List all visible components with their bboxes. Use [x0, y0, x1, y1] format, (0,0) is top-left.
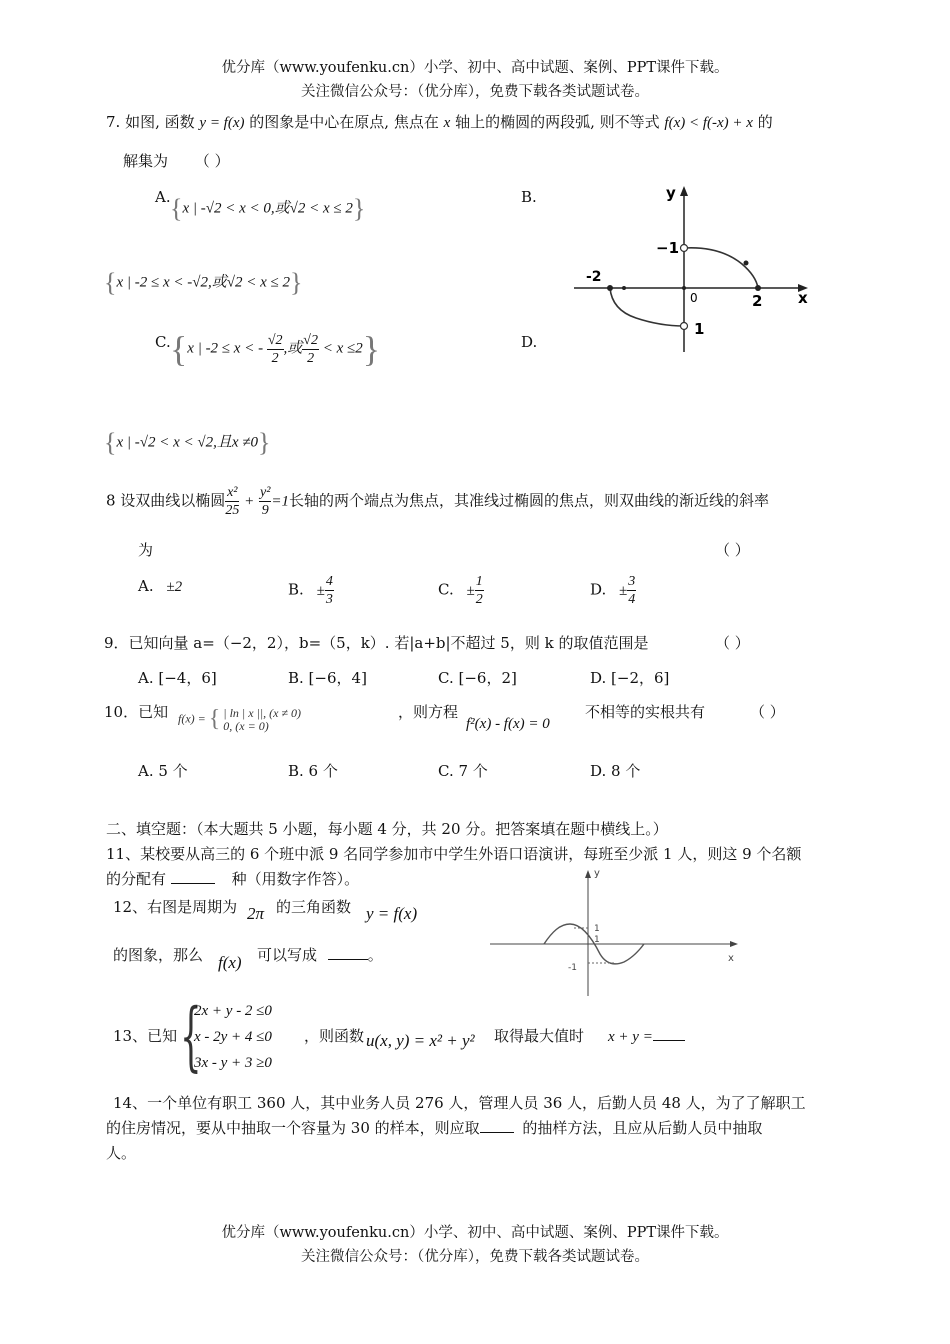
- q8-option-c-den: 2: [475, 592, 483, 607]
- q12-period: 2π: [247, 904, 265, 923]
- q8-option-b-pm: ±: [316, 582, 325, 599]
- q13-constraint-2: x - 2y + 4 ≤0: [194, 1029, 272, 1045]
- q7-option-b-text: x | -2 ≤ x < -√2,或√2 < x ≤ 2: [116, 274, 290, 291]
- q8-label-c: C.: [438, 580, 454, 599]
- q11-line2-b: 种（用数字作答）。: [231, 870, 360, 888]
- lower-arc: [610, 288, 684, 326]
- q12-line2-b: [257, 944, 383, 965]
- q7-option-c-part2: ,或: [283, 340, 303, 357]
- q10-equation: f²(x) - f(x) = 0: [466, 716, 550, 732]
- q7-option-d-text: x | -√2 < x < √2,且x ≠0: [116, 434, 259, 451]
- q10-mid: ，则方程: [398, 703, 459, 721]
- q12-func: y = f(x): [366, 904, 418, 923]
- point-neg2: [607, 285, 613, 291]
- q13-func: u(x, y) = x² + y²: [366, 1031, 475, 1050]
- q13-constraint-1: 2x + y - 2 ≤0: [194, 1003, 272, 1019]
- q14-line2-a: 的住房情况，要从中抽取一个容量为 30 的样本，则应取: [106, 1119, 480, 1137]
- q7-text-a: 7. 如图, 函数: [106, 113, 195, 131]
- q7-label-b: B.: [521, 188, 537, 206]
- q7-text-d: 的: [757, 113, 773, 131]
- open-point-bottom: [681, 323, 688, 330]
- q7-graph-y-label: y: [666, 184, 676, 202]
- q7-option-a-text: x | -√2 < x < 0,或√2 < x ≤ 2: [182, 200, 353, 217]
- section2-heading: 二、填空题：（本大题共 5 小题，每小题 4 分，共 20 分。把答案填在题中横线上。）: [106, 820, 668, 838]
- q8-label-b: B.: [288, 580, 304, 599]
- q7-option-c-part1: x | -2 ≤ x < -: [187, 340, 264, 357]
- q10-option-a: A. 5 个: [138, 762, 188, 780]
- q14-line1: 14、一个单位有职工 360 人，其中业务人员 276 人，管理人员 36 人，后勤人员 48 人，为了了解职工: [113, 1094, 806, 1112]
- q8-frac2-num: y²: [260, 485, 271, 500]
- q8-option-c-pm: ±: [466, 582, 475, 599]
- q10-piecewise: f(x) = { | ln | x ||, (x ≠ 0) 0, (x = 0): [178, 705, 302, 733]
- q7-c-frac2-num: √2: [303, 332, 318, 348]
- q9-option-c: C. [−6，2]: [438, 669, 517, 687]
- q13-constraint-3: 3x - y + 3 ≥0: [194, 1055, 272, 1071]
- q8-plus: +: [244, 493, 255, 510]
- point-2: [755, 285, 761, 291]
- point-lower-left: [622, 286, 626, 290]
- q12-sine-graph: [488, 866, 743, 998]
- q7-line2-text: 解集为: [123, 152, 169, 170]
- q7-graph-label-2: 2: [752, 292, 763, 310]
- q8-option-d: [590, 573, 636, 608]
- q13-prefix: 13、已知: [113, 1027, 178, 1045]
- q9-stem: 9．已知向量 a=（−2，2），b=（5，k）. 若|a+b|不超过 5，则 k 的取值范围是: [104, 634, 649, 652]
- q13-suffix: 取得最大值时: [494, 1027, 585, 1045]
- q7-graph-label-neg1: −1: [656, 239, 680, 257]
- q8-frac1-num: x²: [227, 485, 238, 500]
- q14-answer-blank[interactable]: [480, 1132, 514, 1133]
- q8-prefix: 8 设双曲线以椭圆: [106, 491, 226, 510]
- q12-graph-label-1b: 1: [594, 935, 600, 945]
- q7-c-frac1-num: √2: [267, 332, 283, 348]
- q7-c-frac1-den: 2: [271, 350, 279, 366]
- q9-option-d: D. [−2，6]: [590, 669, 670, 687]
- q11-answer-blank[interactable]: [171, 883, 215, 884]
- q14-line2-b: 的抽样方法，且应从后勤人员中抽取: [522, 1119, 763, 1137]
- q8-text: 长轴的两个端点为焦点，其准线过椭圆的焦点，则双曲线的渐近线的斜率: [289, 491, 770, 510]
- q12-fx: f(x): [218, 953, 242, 972]
- q8-frac1-den: 25: [225, 503, 240, 518]
- q12-graph-x-label: x: [728, 953, 734, 964]
- q8-eq: =1: [271, 493, 290, 510]
- q12-mid: 的三角函数: [276, 898, 352, 916]
- q10-paren: （ ）: [750, 703, 785, 721]
- q8-line2: 为: [138, 541, 154, 559]
- header-line-2: 关注微信公众号：（优分库），免费下载各类试题试卷。: [301, 84, 649, 100]
- y-axis-arrow-icon: [585, 870, 591, 878]
- q8-option-a-text: ±2: [166, 579, 183, 595]
- q10-prefix: 10．已知: [104, 703, 169, 721]
- q7-option-a: {x | -√2 < x < 0,或√2 < x ≤ 2}: [170, 194, 366, 223]
- upper-arc: [684, 248, 758, 288]
- q13-answer-text: x + y =: [608, 1029, 653, 1045]
- q10-option-b: B. 6 个: [288, 762, 338, 780]
- q7-label-c: C.: [155, 333, 171, 351]
- q8-option-d-num: 3: [628, 574, 636, 589]
- q10-option-d: D. 8 个: [590, 762, 641, 780]
- q7-graph-x-label: x: [798, 289, 808, 307]
- q10-suffix: 不相等的实根共有: [585, 703, 706, 721]
- q7-label-a: A.: [155, 188, 171, 206]
- q13-system: [194, 998, 272, 1076]
- q8-option-d-pm: ±: [619, 582, 628, 599]
- q9-option-b: B. [−6，4]: [288, 669, 367, 687]
- q8-option-b-den: 3: [325, 592, 333, 607]
- q14-line2: [106, 1117, 762, 1138]
- q7-c-frac2-den: 2: [307, 350, 315, 366]
- q7-x-var: x: [443, 115, 451, 131]
- q11-line2-a: 的分配有: [106, 870, 167, 888]
- q7-graph-label-neg2: -2: [586, 269, 602, 285]
- q8-option-d-den: 4: [628, 592, 636, 607]
- q7-option-d: {x | -√2 < x < √2,且x ≠0}: [104, 428, 271, 457]
- q7-paren: （ ）: [194, 152, 230, 170]
- q7-label-d: D.: [521, 333, 538, 351]
- q7-stem-line2: [123, 150, 230, 171]
- q13-system-brace: {: [180, 994, 202, 1082]
- q11-line2: [106, 868, 359, 889]
- q12-graph-label-1a: 1: [594, 924, 600, 934]
- q11-line1: 11、某校要从高三的 6 个班中派 9 名同学参加市中学生外语口语演讲，每班至少派 1 人，则这 9 个名额: [106, 845, 802, 863]
- q7-graph-origin: 0: [690, 291, 698, 305]
- q12-end: 。: [367, 946, 383, 964]
- q12-graph-y-label: y: [594, 868, 600, 879]
- q8-option-c-num: 1: [475, 574, 483, 589]
- point-upper: [744, 261, 749, 266]
- q7-inequality: f(x) < f(-x) + x: [664, 115, 753, 131]
- q9-paren: （ ）: [715, 634, 750, 652]
- q8-option-b: [288, 573, 334, 608]
- header-line-1: 优分库（www.youfenku.cn）小学、初中、高中试题、案例、PPT课件下载。: [221, 60, 729, 76]
- q8-label-d: D.: [590, 580, 607, 599]
- q7-option-c-part3: < x ≤2: [322, 340, 363, 357]
- footer-line-2: 关注微信公众号：（优分库），免费下载各类试题试卷。: [301, 1249, 649, 1265]
- q10-func-lhs: f(x) =: [178, 711, 206, 726]
- origin-dot: [682, 286, 686, 290]
- q7-option-b: {x | -2 ≤ x < -√2,或√2 < x ≤ 2}: [104, 268, 303, 297]
- q13-answer: [608, 1029, 685, 1046]
- q7-stem: [106, 111, 773, 132]
- q12-graph-label-neg1: -1: [568, 963, 577, 973]
- q8-label-a: A.: [138, 577, 154, 595]
- q7-text-c: 轴上的椭圆的两段弧, 则不等式: [455, 113, 660, 131]
- q8-frac2-den: 9: [261, 503, 269, 518]
- q7-graph-label-1: 1: [694, 320, 705, 338]
- q8-paren: （ ）: [715, 541, 750, 559]
- q14-line3: 人。: [106, 1144, 137, 1162]
- q7-ellipse-graph: [570, 180, 820, 360]
- q8-option-b-num: 4: [325, 574, 333, 589]
- q12-line2-b-text: 可以写成: [257, 946, 318, 964]
- q7-option-c: {x | -2 ≤ x < - $\frac{√2}{2}$ ,或 $\frac{√2}{2}$ < x ≤2}: [170, 329, 381, 369]
- q12-answer-blank[interactable]: [328, 959, 368, 960]
- q7-func: y = f(x): [199, 115, 245, 131]
- q8-option-c: [438, 573, 484, 608]
- q12-prefix: 12、右图是周期为: [113, 898, 238, 916]
- footer-line-1: 优分库（www.youfenku.cn）小学、初中、高中试题、案例、PPT课件下载。: [221, 1225, 729, 1241]
- q9-option-a: A. [−4，6]: [138, 669, 217, 687]
- q8-option-a: [138, 577, 182, 596]
- y-axis-arrow-icon: [680, 186, 688, 196]
- open-point-top: [681, 245, 688, 252]
- x-axis-arrow-icon: [730, 941, 738, 947]
- q10-option-c: C. 7 个: [438, 762, 488, 780]
- q13-answer-blank[interactable]: [653, 1040, 685, 1041]
- q7-text-b: 的图象是中心在原点, 焦点在: [249, 113, 439, 131]
- q13-mid: ，则函数: [304, 1027, 365, 1045]
- q12-line2-a: 的图象，那么: [113, 946, 204, 964]
- q10-case2: 0, (x = 0): [223, 718, 269, 733]
- q8-stem: [106, 484, 769, 519]
- q10-case1: | ln | x ||, (x ≠ 0): [223, 705, 302, 720]
